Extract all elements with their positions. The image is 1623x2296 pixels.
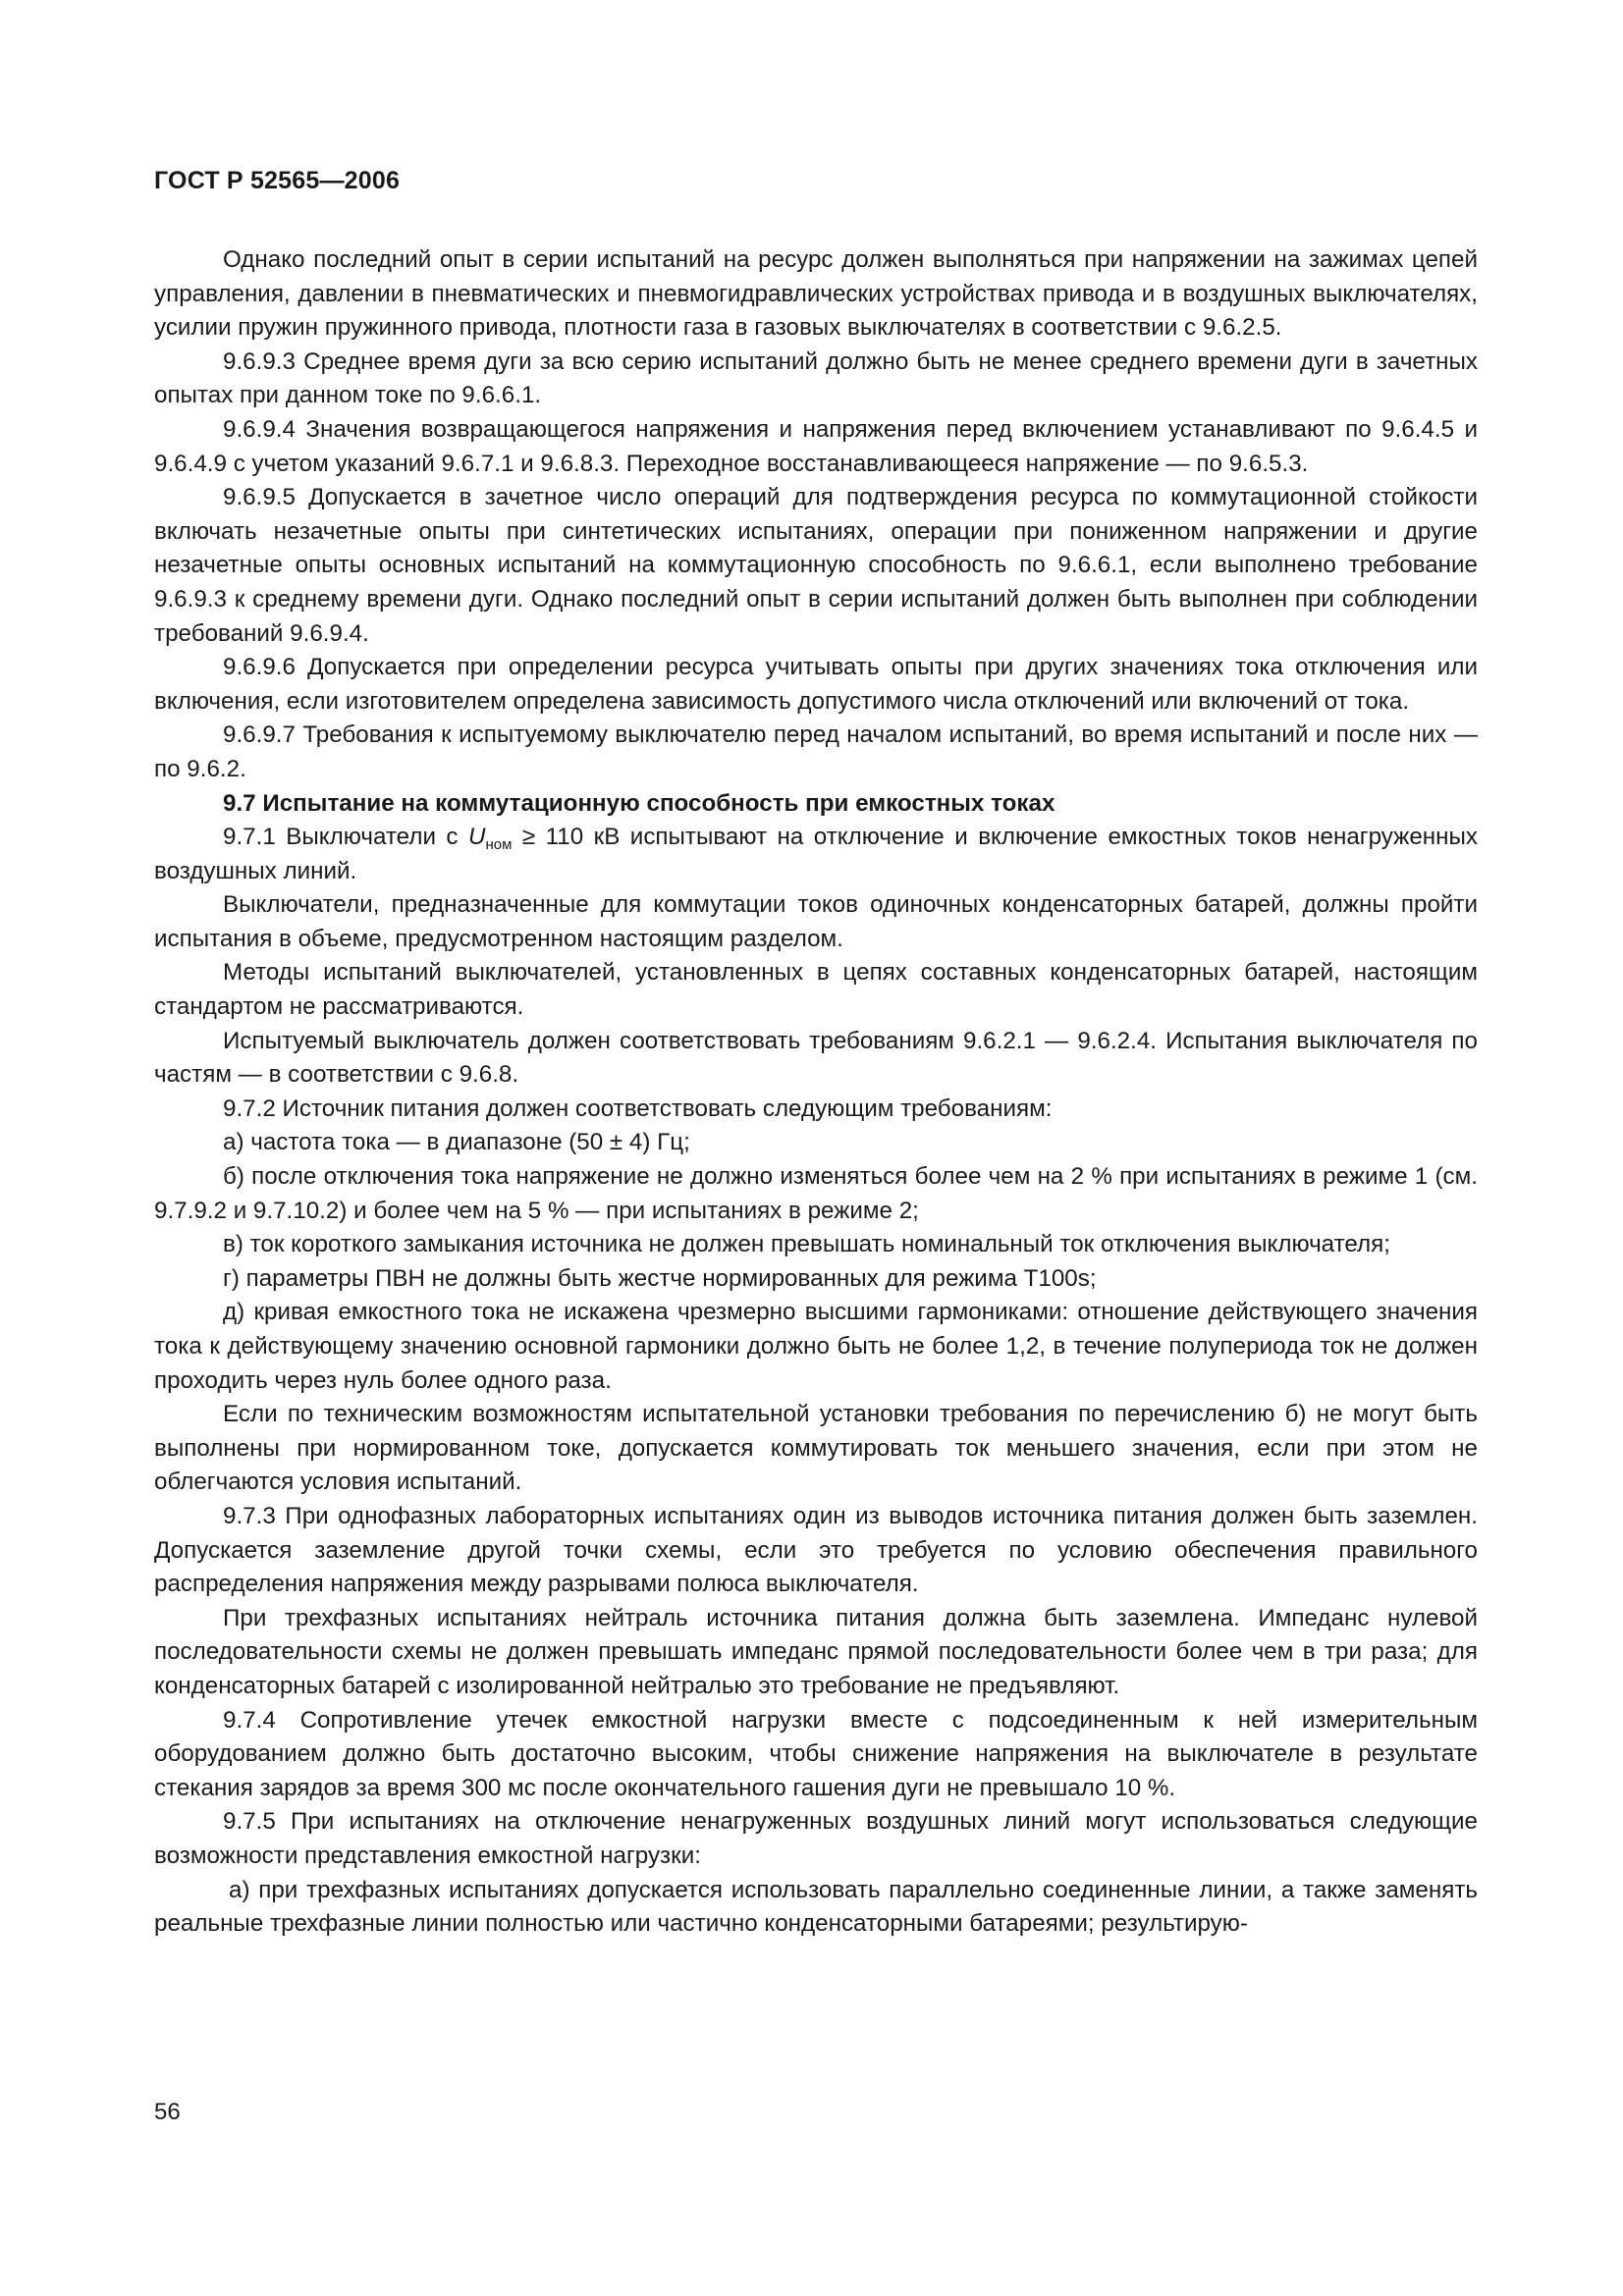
paragraph: 9.7.2 Источник питания должен соответствовать следующим требованиям: xyxy=(223,1095,1053,1122)
paragraph: 9.6.9.7 Требования к испытуемому выключателю перед началом испытаний, во время испытаний и после них — по 9.6.2. xyxy=(154,721,1478,782)
paragraph: 9.6.9.4 Значения возвращающегося напряжения и напряжения перед включением устанавливают по 9.6.4.5 и 9.6.4.9 с учетом указаний 9.6.7.1 и 9.6.8.3. Переходное восстанавливающееся напряжение — по 9.6.5.3. xyxy=(154,415,1478,477)
paragraph: Если по техническим возможностям испытательной установки требования по перечислению б) не могут быть выполнены при нормированном токе, допускается коммутировать ток меньшего значения, если при этом не облегчаются условия испытаний. xyxy=(154,1401,1478,1496)
list-item: д) кривая емкостного тока не искажена чрезмерно высшими гармониками: отношение действующего значения тока к действующему значению основной гармоники должно быть не более 1,2, в течение полупериода ток не должен проходить через нуль более одного раза. xyxy=(154,1299,1478,1394)
document-body xyxy=(154,243,1478,1942)
paragraph: 9.7.3 При однофазных лабораторных испытаниях один из выводов источника питания должен быть заземлен. Допускается заземление другой точки схемы, если это требуется по условию обеспечения правильного распределения напряжения между разрывами полюса выключателя. xyxy=(154,1502,1478,1598)
list-item: а) частота тока — в диапазоне (50 ± 4) Гц; xyxy=(223,1129,690,1156)
paragraph: 9.7.4 Сопротивление утечек емкостной нагрузки вместе с подсоединенным к ней измерительным оборудованием должно быть достаточно высоким, чтобы снижение напряжения на выключателе в результате стекания зарядов за время 300 мс после окончательного гашения дуги не превышало 10 %. xyxy=(154,1706,1478,1801)
paragraph-9-7-1 xyxy=(154,821,1478,888)
paragraph: 9.6.9.6 Допускается при определении ресурса учитывать опыты при других значениях тока отключения или включения, если изготовителем определена зависимость допустимого числа отключений или включений от тока. xyxy=(154,654,1478,715)
list-item: а) при трехфазных испытаниях допускается использовать параллельно соединенные линии, а также заменять реальные трехфазные линии полностью или частично конденсаторными батареями; результирую- xyxy=(154,1876,1478,1938)
paragraph: Выключатели, предназначенные для коммутации токов одиночных конденсаторных батарей, должны пройти испытания в объеме, предусмотренном настоящим разделом. xyxy=(154,891,1478,952)
document-header: ГОСТ Р 52565—2006 xyxy=(154,167,401,194)
paragraph: Испытуемый выключатель должен соответствовать требованиям 9.6.2.1 — 9.6.2.4. Испытания выключателя по частям — в соответствии с 9.6.8. xyxy=(154,1027,1478,1089)
list-item: б) после отключения тока напряжение не должно изменяться более чем на 2 % при испытаниях в режиме 1 (см. 9.7.9.2 и 9.7.10.2) и более чем на 5 % — при испытаниях в режиме 2; xyxy=(154,1163,1478,1224)
list-item: в) ток короткого замыкания источника не должен превышать номинальный ток отключения выключателя; xyxy=(223,1231,1390,1258)
voltage-subscript: ном xyxy=(485,836,513,854)
section-heading: 9.7 Испытание на коммутационную способность при емкостных токах xyxy=(223,789,1055,817)
page-number: 56 xyxy=(154,2099,181,2125)
paragraph: 9.6.9.3 Среднее время дуги за всю серию испытаний должно быть не менее среднего времени дуги в зачетных опытах при данном токе по 9.6.6.1. xyxy=(154,347,1478,409)
paragraph: При трехфазных испытаниях нейтраль источника питания должна быть заземлена. Импеданс нулевой последовательности схемы не должен превышать импеданс прямой последовательности более чем в три раза; для конденсаторных батарей с изолированной нейтралью это требование не предъявляют. xyxy=(154,1604,1478,1699)
paragraph: 9.6.9.5 Допускается в зачетное число операций для подтверждения ресурса по коммутационной стойкости включать незачетные опыты при синтетических испытаниях, операции при пониженном напряжении и другие незачетные опыты основных испытаний на коммутационную способность по 9.6.6.1, если выполнено требование 9.6.9.3 к среднему времени дуги. Однако последний опыт в серии испытаний должен быть выполнен при соблюдении требований 9.6.9.4. xyxy=(154,484,1478,647)
paragraph: Однако последний опыт в серии испытаний на ресурс должен выполняться при напряжении на зажимах цепей управления, давлении в пневматических и пневмогидравлических устройствах привода и в воздушных выключателях, усилии пружин пружинного привода, плотности газа в газовых выключателях в соответствии с 9.6.2.5. xyxy=(154,246,1478,342)
paragraph-text: 9.7.1 Выключатели с xyxy=(223,824,468,851)
paragraph: 9.7.5 При испытаниях на отключение ненагруженных воздушных линий могут использоваться следующие возможности представления емкостной нагрузки: xyxy=(154,1808,1478,1869)
voltage-symbol: U xyxy=(467,824,486,851)
paragraph-text: ≥ 110 кВ испытывают на отключение и включение емкостных токов ненагруженных воздушных линий. xyxy=(154,824,1478,884)
list-item: г) параметры ПВН не должны быть жестче нормированных для режима Т100s; xyxy=(223,1264,1097,1292)
paragraph: Методы испытаний выключателей, установленных в цепях составных конденсаторных батарей, настоящим стандартом не рассматриваются. xyxy=(154,959,1478,1021)
